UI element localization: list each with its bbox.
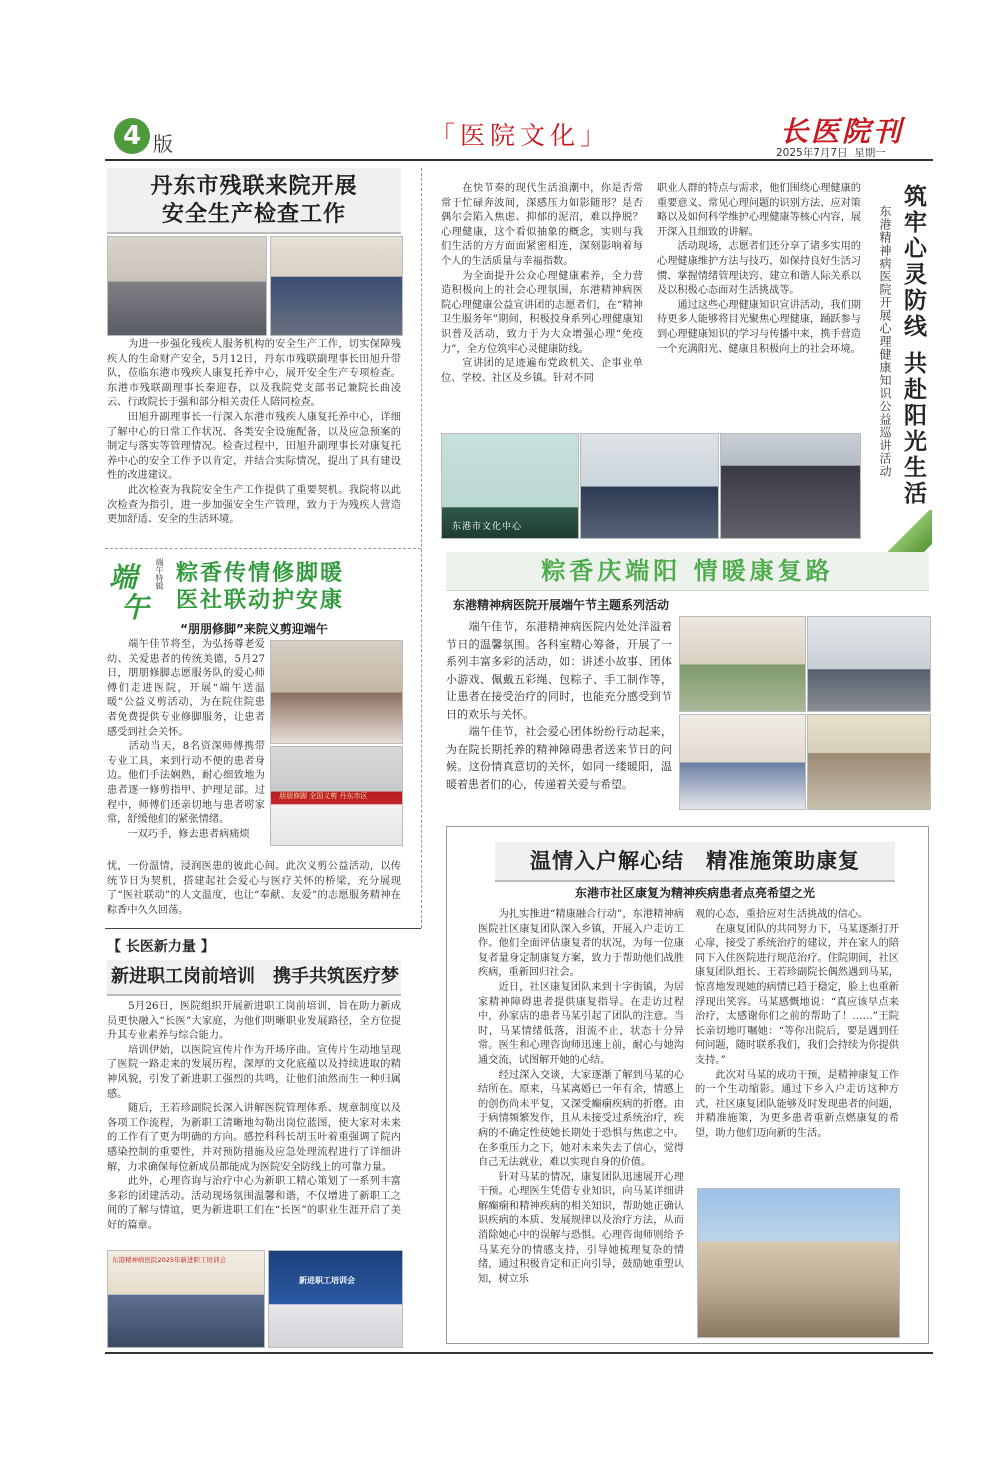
article5-body: 5月26日，医院组织开展新进职工岗前培训，旨在助力新成员更快融入“长医”大家庭，为他们明晰职业发展路径，全方位提升其专业素养与综合能力。 培训伊始，以医院宣传片作为开场序曲。宣传片生动地呈现了医院一路走来的发展历程，深厚的文化底蕴以及持续进取的精神风貌，引发了新进职工强烈的共鸣，让他们油然而生一种归属感。 随后，王若珍副院长深入讲解医院管理体系、规章制度以及各项工作流程，为新职工清晰地勾勒出岗位蓝图，使大家对未来的工作有了更为明确的方向。感控科科长胡玉叶着重强调了院内感染控制的重要性，并对预防措施及应急处理流程进行了详细讲解，力求确保每位新成员都能成为医院安全防线上的可靠力量。 此外，心理咨询与治疗中心为新职工精心策划了一系列丰富多彩的团建活动。活动现场氛围温馨和谐，不仅增进了新职工之间的了解与情谊，更为新进职工们在“长医”的职业生涯开启了美好的篇章。 xyxy=(107,1001,401,1231)
bracket-left: 「 xyxy=(429,121,460,150)
article4-photo-kitchen xyxy=(807,616,931,712)
article6-col1: 为扎实推进“精康融合行动”，东港精神病医院社区康复团队深入乡镇，开展入户走访工作。他们全面评估康复者的状况，为每一位康复者量身定制康复方案，致力于帮助他们战胜疾病，重新回归社会。 近日，社区康复团队来到十字街镇，为居家精神障碍患者提供康复指导。在走访过程中，孙家店的患者马某引起了团队的注意。当时，马某情绪低落，泪流不止，状态十分异常。医生和心理咨询师迅速上前，耐心与她沟通交流，试图解开她的心结。 经过深入交谈，大家逐渐了解到马某的心结所在。原来，马某离婚已一年有余，情感上的创伤尚未平复，又深受癫痫疾病的折磨。由于病情频繁发作，且从未接受过系统治疗，疾病的不确定性使她长期处于恐惧与焦虑之中。在多重压力之下，她对未来失去了信心，觉得自己无法就业，难以实现自身的价值。 针对马某的情况，康复团队迅速展开心理干预。心理医生凭借专业知识，向马某详细讲解癫痫和精神疾病的相关知识，帮助她正确认识疾病的本质、发展规律以及治疗方法，从而消除她心中的误解与恐惧。心理咨询师则给予马某充分的情感支持，引导她梳理复杂的情绪，通过积极肯定和正向引导，鼓励她重塑认知，树立乐 xyxy=(478,909,684,1285)
paper-name: 长医院刊 xyxy=(780,115,905,148)
article5-photo-classroom xyxy=(107,1250,265,1348)
article1-photo-right xyxy=(270,236,403,336)
article4-photo-dumplings xyxy=(679,616,806,712)
article5-column-tag: 【 长医新力量 】 xyxy=(107,939,215,955)
article3-body-wide: 忧，一份温情，浸润医患的彼此心间。此次义剪公益活动，以传统节日为契机，搭建起社会爱心与医疗关怀的桥梁，充分展现了“医社联动”的人文温度，也让“奉献、友爱”的志愿服务精神在粽香中久久回荡。 xyxy=(107,861,401,916)
article6-title-box xyxy=(495,842,895,882)
article4-title: 粽香庆端阳 情暖康复路 xyxy=(541,557,834,585)
article5-photo-banner: 东港精神病医院2025年新进职工培训会 xyxy=(112,1256,227,1264)
article3-badge xyxy=(107,556,171,622)
article3-title-line2: 医社联动护安康 xyxy=(176,588,345,613)
article1-body: 为进一步强化残疾人服务机构的安全生产工作，切实保障残疾人的生命财产安全，5月12日，丹东市残联副理事长田旭升带队，莅临东港市残疾人康复托养中心，展开安全生产专项检查。东港市残联副理事长秦迎春，以及我院党支部书记兼院长曲凌云、行政院长于强和部分相关责任人陪同检查。 田旭升副理事长一行深入东港市残疾人康复托养中心，详细了解中心的日常工作状况、各类安全设施配备，以及应急预案的制定与落实等管理情况。检查过程中，田旭升副理事长对康复托养中心的安全工作予以肯定，并结合实际情况，提出了具有建设性的改进建议。 此次检查为我院安全生产工作提供了重要契机。我院将以此次检查为指引，进一步加强安全生产管理，致力于为残疾人营造更加舒适、安全的生活环境。 xyxy=(107,339,401,526)
article5-title: 新进职工岗前培训 携手共筑医疗梦 xyxy=(111,966,399,987)
article5-top-rule xyxy=(105,928,421,929)
article3-photo-group xyxy=(270,746,403,846)
issue-date xyxy=(776,145,886,160)
article4-title-box xyxy=(446,552,929,591)
article5-title-box xyxy=(107,960,401,996)
column-divider xyxy=(421,168,422,928)
article5-photo-screen xyxy=(268,1250,403,1348)
article1-title-line1: 丹东市残联来院开展 xyxy=(150,174,358,199)
article6-title: 温情入户解心结 精准施策助康复 xyxy=(530,849,860,873)
article2-col2: 职业人群的特点与需求，他们围绕心理健康的重要意义、常见心理问题的识别方法、应对策略以及如何科学维护心理健康等核心内容，展开深入且细致的讲解。 活动现场，志愿者们还分享了诸多实用的心理健康维护方法与技巧，如保持良好生活习惯、掌握情绪管理诀窍、建立和谐人际关系以及以积极心态面对生活挑战等。 通过这些心理健康知识宣讲活动，我们期待更多人能够将目光聚焦心理健康，踊跃参与到心理健康知识的学习与传播中来，携手营造一个充满阳光、健康且积极向上的社会环境。 xyxy=(657,183,861,355)
article3-top-rule xyxy=(105,548,421,549)
article3-photo-foot-care xyxy=(270,640,403,744)
article4-photo-ward xyxy=(679,714,806,810)
article2-vertical-title: 筑牢心灵防线 共赴阳光生活 xyxy=(900,184,926,508)
article3-title-line1: 粽香传情修脚暖 xyxy=(176,561,345,586)
article1-title-line2: 安全生产检查工作 xyxy=(161,202,346,227)
article1-title-box xyxy=(107,168,401,234)
header-rule xyxy=(105,159,933,161)
page-number-badge xyxy=(114,118,150,154)
section-title: 医院文化 xyxy=(459,121,580,150)
article2-photo-audience xyxy=(720,433,861,539)
article3-subtitle: “朋朋修脚”来院义剪迎端午 xyxy=(180,622,328,636)
article4-photo-hall xyxy=(807,714,931,810)
article3-banner-text: 朋朋修脚 全国义剪 丹东市区 xyxy=(279,792,368,800)
weekday: 星期一 xyxy=(854,147,886,159)
badge-char-wu: 午 xyxy=(121,591,150,624)
article3-body-narrow: 端午佳节将至，为弘扬尊老爱幼、关爱患者的传统美德，5月27日，朋朋修脚志愿服务队的爱心师傅们走进医院，开展“端午送温暖”公益义剪活动，为在院住院患者免费提供专业修脚服务，让患者感受到社会关怀。 活动当天，8名资深师傅携带专业工具，来到行动不便的患者身边。他们手法娴熟，耐心细致地为患者逐一修剪指甲、护理足部。过程中，师傅们还亲切地与患者唠家常，舒缓他们的紧张情绪。 一双巧手，修去患者病痛烦 xyxy=(107,639,265,840)
article1-photo-left xyxy=(107,236,267,336)
article5-screen-text: 新进职工培训会 xyxy=(299,1276,355,1285)
article6-photo-home-visit xyxy=(697,1188,900,1338)
section-title-wrap xyxy=(425,116,615,152)
article2-photo-caption: 东港市文化中心 xyxy=(452,522,523,532)
badge-char-duan: 端 xyxy=(109,561,138,594)
date: 2025年7月7日 xyxy=(776,147,848,159)
article4-body: 端午佳节，东港精神病医院内处处洋溢着节日的温馨氛围。各科室精心筹备，开展了一系列丰富多彩的活动，如：讲述小故事、团体小游戏、佩戴五彩绳、包粽子、手工制作等，让患者在接受治疗的同时，也能充分感受到节日的欢乐与关怀。 端午佳节，社会爱心团体纷纷行动起来，为在院长期托养的精神障碍患者送来节日的问候。这份情真意切的关怀，如同一缕暖阳，温暖着患者们的心，传递着关爱与希望。 xyxy=(446,620,672,791)
article4-subtitle: 东港精神病医院开展端午节主题系列活动 xyxy=(452,598,669,612)
article2-photo-speaker xyxy=(441,433,579,539)
page-suffix: 版 xyxy=(153,132,173,156)
badge-special-label: 端午特辑 xyxy=(155,558,164,590)
page-number: 4 xyxy=(122,121,142,151)
article2-photo-classroom xyxy=(580,433,719,539)
article3-title xyxy=(176,560,398,614)
article6-col2: 观的心态，重拾应对生活挑战的信心。 在康复团队的共同努力下，马某逐渐打开心扉，接受了系统治疗的建议，并在家人的陪同下入住医院进行规范治疗。住院期间，社区康复团队组长、王若珍副院长偶然遇到马某，惊喜地发现她的病情已趋于稳定，脸上也重新浮现出笑容。马某感慨地说：“真应该早点来治疗，太感谢你们之前的帮助了！……”王院长亲切地叮嘱她：“等你出院后，要是遇到任何问题，随时联系我们，我们会持续为你提供支持。” 此次对马某的成功干预，是精神康复工作的一个生动缩影。通过下乡入户走访这种方式，社区康复团队能够及时发现患者的问题，并精准施策，为更多患者重新点燃康复的希望，助力他们迈向新的生活。 xyxy=(695,909,899,1139)
article2-col1: 在快节奏的现代生活浪潮中，你是否常常于忙碌奔波间，深感压力如影随形？是否偶尔会陷入焦虑、抑郁的泥沼，难以挣脱？心理健康，这个看似抽象的概念，实则与我们生活的方方面面紧密相连，深刻影响着每个人的生活质量与幸福指数。 为全面提升公众心理健康素养，全力营造积极向上的社会心理氛围，东港精神病医院心理健康公益宣讲团的志愿者们，在“精神卫生服务年”期间，积极投身系列心理健康知识普及活动，致力于为大众增强心理“免疫力”，全方位筑牢心灵健康防线。 宣讲团的足迹遍布党政机关、企事业单位、学校、社区及乡镇。针对不同 xyxy=(441,183,643,384)
footer-rule xyxy=(105,1352,933,1354)
article6-subtitle: 东港市社区康复为精神疾病患者点亮希望之光 xyxy=(574,886,815,900)
article2-vertical-subtitle: 东港精神病医院开展心理健康知识公益巡讲活动 xyxy=(878,205,892,478)
bracket-right: 」 xyxy=(580,121,611,150)
